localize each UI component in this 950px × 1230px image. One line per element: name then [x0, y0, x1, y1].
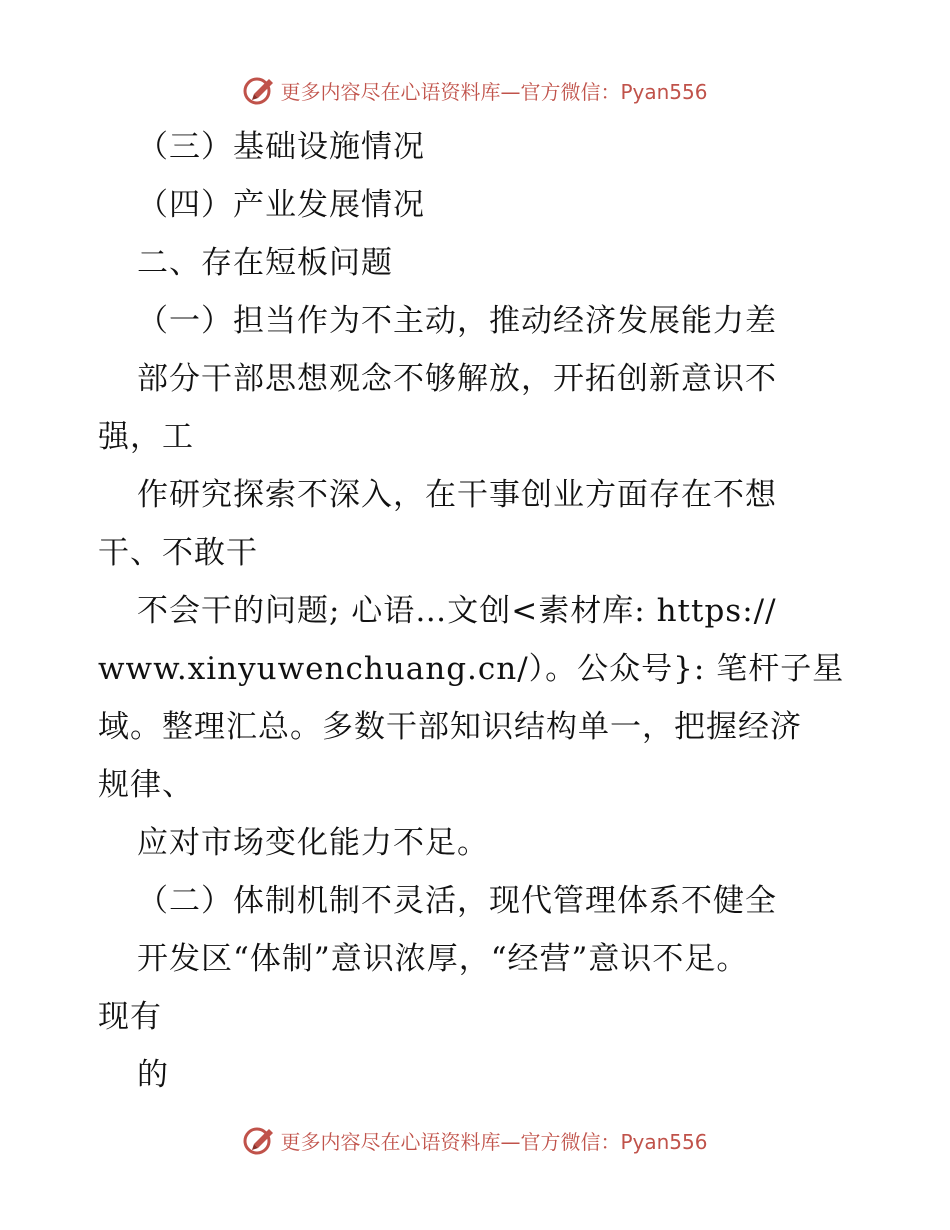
watermark-text: 更多内容尽在心语资料库—官方微信：Pyan556: [280, 79, 708, 104]
section-heading-infrastructure: （三）基础设施情况: [137, 129, 425, 165]
paragraph-line: 干、不敢干: [98, 535, 258, 571]
watermark-text: 更多内容尽在心语资料库—官方微信：Pyan556: [280, 1129, 708, 1154]
paragraph-line: 强，工: [98, 419, 194, 455]
paragraph-line: 域。整理汇总。多数干部知识结构单一，把握经济: [98, 709, 802, 745]
paragraph-line: 的: [137, 1057, 169, 1093]
chapter-heading-shortcomings: 二、存在短板问题: [137, 245, 393, 281]
paragraph-line: 现有: [98, 999, 162, 1035]
footer-watermark: [0, 1120, 950, 1160]
paragraph-line: 规律、: [98, 767, 194, 803]
paragraph-line: 应对市场变化能力不足。: [137, 825, 489, 861]
paragraph-line: 作研究探索不深入，在干事创业方面存在不想: [137, 477, 777, 513]
subheading-initiative: （一）担当作为不主动，推动经济发展能力差: [137, 303, 777, 339]
paragraph-line: 不会干的问题; 心语…文创<素材库: https://: [137, 593, 777, 629]
paragraph-line: www.xinyuwenchuang.cn/）。公众号}: 笔杆子星: [98, 651, 845, 687]
subheading-mechanism: （二）体制机制不灵活，现代管理体系不健全: [137, 883, 777, 919]
pen-nib-logo-icon: [242, 1123, 276, 1157]
section-heading-industry: （四）产业发展情况: [137, 187, 425, 223]
paragraph-line: 部分干部思想观念不够解放，开拓创新意识不: [137, 361, 777, 397]
paragraph-line: 开发区“体制”意识浓厚，“经营”意识不足。: [137, 941, 749, 977]
